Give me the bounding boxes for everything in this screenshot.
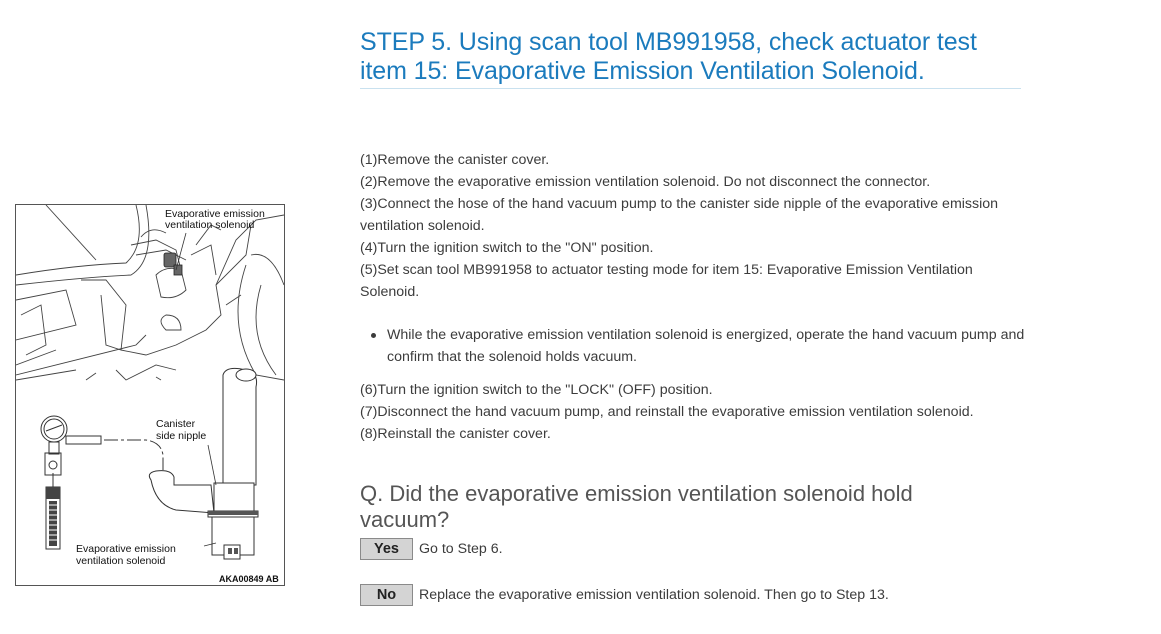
step-6: (6)Turn the ignition switch to the "LOCK" (OFF) position. bbox=[360, 382, 713, 398]
yes-button[interactable]: Yes bbox=[360, 538, 413, 560]
procedure-illustration bbox=[15, 204, 285, 586]
label-bottom-line1: Evaporative emission bbox=[76, 543, 176, 555]
yes-action-text: Go to Step 6. bbox=[419, 541, 503, 557]
no-action-text: Replace the evaporative emission ventilation solenoid. Then go to Step 13. bbox=[419, 587, 889, 603]
no-button[interactable]: No bbox=[360, 584, 413, 606]
step-1: (1)Remove the canister cover. bbox=[360, 152, 550, 168]
diagram-svg bbox=[16, 205, 284, 585]
label-bottom-line2: ventilation solenoid bbox=[76, 555, 166, 567]
step-4: (4)Turn the ignition switch to the "ON" position. bbox=[360, 240, 654, 256]
step-8: (8)Reinstall the canister cover. bbox=[360, 426, 551, 442]
step-header bbox=[360, 28, 1021, 89]
label-nipple-line1: Canister bbox=[156, 418, 196, 430]
step-2: (2)Remove the evaporative emission ventilation solenoid. Do not disconnect the connector. bbox=[360, 174, 931, 190]
step-title: STEP 5. Using scan tool MB991958, check actuator test item 15: Evaporative Emission Ventilation Solenoid. bbox=[360, 28, 977, 85]
step-5: (5)Set scan tool MB991958 to actuator testing mode for item 15: Evaporative Emission Ventilation Solenoid. bbox=[360, 262, 973, 300]
label-nipple-line2: side nipple bbox=[156, 430, 207, 442]
title-divider bbox=[360, 88, 1021, 89]
leader-line bbox=[176, 233, 186, 270]
answer-no-row bbox=[360, 584, 889, 606]
procedure-body bbox=[360, 149, 1025, 445]
bullet-list bbox=[360, 324, 1025, 368]
label-top-line2: ventilation solenoid bbox=[165, 219, 255, 231]
answer-yes-row bbox=[360, 538, 503, 560]
figure-code: AKA00849 AB bbox=[219, 574, 279, 584]
bullet-item: While the evaporative emission ventilation solenoid is energized, operate the hand vacuum pump and confirm that the solenoid holds vacuum. bbox=[387, 324, 1025, 368]
question-text: Q. Did the evaporative emission ventilation solenoid hold vacuum? bbox=[360, 481, 913, 532]
step-7: (7)Disconnect the hand vacuum pump, and reinstall the evaporative emission ventilation solenoid. bbox=[360, 404, 974, 420]
step-3: (3)Connect the hose of the hand vacuum pump to the canister side nipple of the evaporative emission ventilation solenoid. bbox=[360, 196, 999, 234]
label-top-line1: Evaporative emission bbox=[165, 208, 265, 220]
